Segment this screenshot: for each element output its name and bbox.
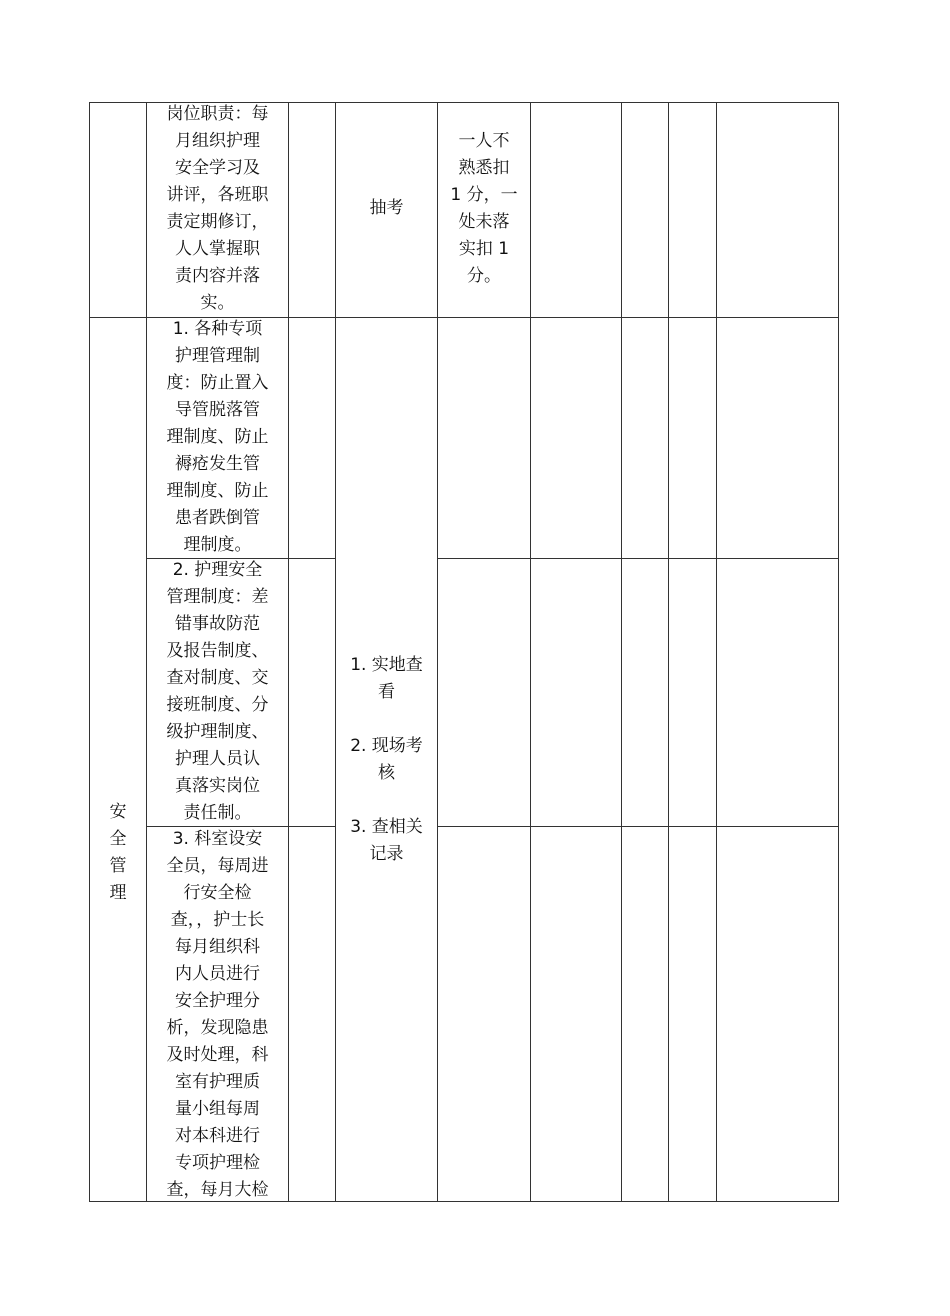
category-label: 安 全 管 理 <box>109 802 127 903</box>
safety-item-2-text: 2. 护理安全 管理制度：差 错事故防范 及报告制度、 查对制度、交 接班制度、分 级护理制度、 护理人员认 真落实岗位 责任制。 <box>166 560 269 823</box>
col-border-5 <box>530 102 531 1202</box>
row-divider-2b <box>437 558 839 559</box>
check-methods-text: 1. 实地查 看 2. 现场考 核 3. 查相关 记录 <box>350 655 423 864</box>
deduction-rule-text: 一人不 熟悉扣 1 分，一 处未落 实扣 1 分。 <box>450 131 518 286</box>
safety-item-1-text: 1. 各种专项 护理管理制 度：防止置入 导管脱落管 理制度、防止 褥疮发生管 理制度、防止 患者跌倒管 理制度。 <box>166 319 269 555</box>
col-border-9 <box>838 102 839 1202</box>
exam-method-text: 抽考 <box>369 198 404 218</box>
col-border-7 <box>668 102 669 1202</box>
col-border-0 <box>89 102 90 1202</box>
col-border-2 <box>288 102 289 1202</box>
col-border-6 <box>621 102 622 1202</box>
responsibility-item-text: 岗位职责：每 月组织护理 安全学习及 讲评，各班职 责定期修订， 人人掌握职 责内容并落 实。 <box>166 104 269 313</box>
col-border-8 <box>716 102 717 1202</box>
safety-item-3-text: 3. 科室设安 全员，每周进 行安全检 查，，护士长 每月组织科 内人员进行 安全护理分 析，发现隐患 及时处理，科 室有护理质 量小组每周 对本科进行 专项护理检 查，每月大检 <box>166 829 269 1200</box>
row-divider-3b <box>437 826 839 827</box>
